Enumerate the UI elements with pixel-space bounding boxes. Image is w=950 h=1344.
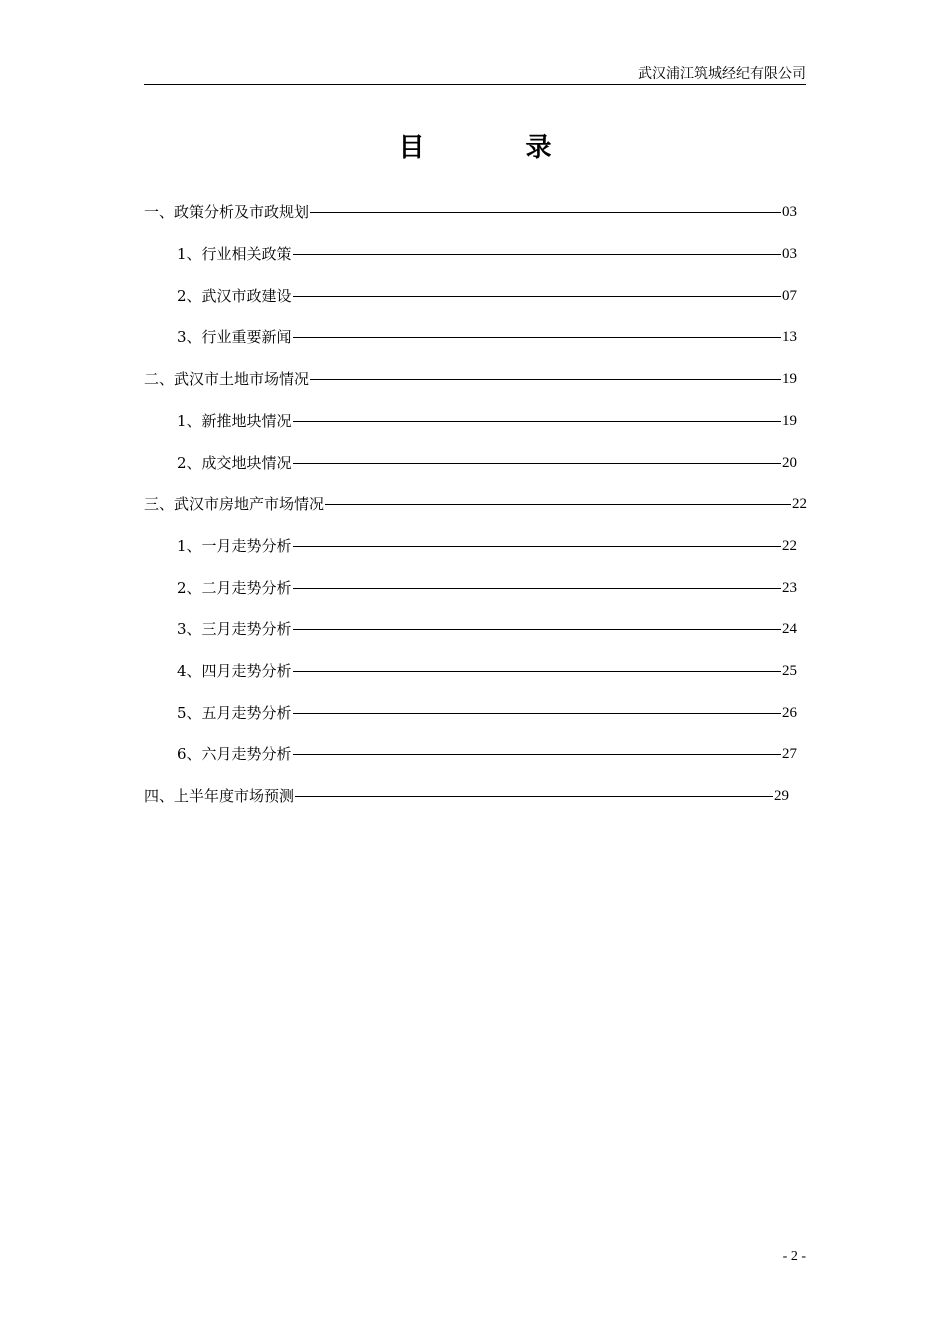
toc-leader-line — [295, 796, 773, 797]
header-company-name: 武汉浦江筑城经纪有限公司 — [638, 66, 806, 82]
toc-entry-page: 22 — [782, 538, 797, 554]
toc-entry-3-4[interactable] — [177, 661, 797, 681]
toc-entry-label: 2、成交地块情况 — [177, 454, 292, 472]
toc-entry-page: 07 — [782, 288, 797, 304]
toc-entry-page: 25 — [782, 663, 797, 679]
toc-entry-label: 3、行业重要新闻 — [177, 328, 292, 346]
toc-entry-page: 24 — [782, 621, 797, 637]
toc-entry-label: 4、四月走势分析 — [177, 662, 292, 680]
toc-entry-label: 3、三月走势分析 — [177, 620, 292, 638]
toc-entry-label: 一、政策分析及市政规划 — [144, 203, 310, 221]
toc-leader-line — [310, 212, 781, 213]
toc-entry-label: 2、武汉市政建设 — [177, 287, 292, 305]
toc-entry-page: 19 — [782, 371, 797, 387]
toc-entry-3-2[interactable] — [177, 578, 797, 598]
toc-title: 目 录 — [398, 133, 598, 163]
toc-entry-label: 2、二月走势分析 — [177, 579, 292, 597]
toc-entry-label: 四、上半年度市场预测 — [144, 787, 295, 805]
toc-entry-2-2[interactable] — [177, 453, 797, 473]
toc-entry-label: 1、行业相关政策 — [177, 245, 292, 263]
toc-entry-label: 5、五月走势分析 — [177, 704, 292, 722]
toc-entry-label: 6、六月走势分析 — [177, 745, 292, 763]
page-number: - 2 - — [782, 1249, 806, 1264]
toc-entry-1-3[interactable] — [177, 327, 797, 347]
toc-entry-3-3[interactable] — [177, 619, 797, 639]
toc-leader-line — [293, 671, 781, 672]
toc-entry-section-3[interactable] — [144, 494, 807, 514]
toc-entry-page: 29 — [774, 788, 789, 804]
toc-entry-section-4[interactable] — [144, 786, 789, 806]
toc-entry-label: 1、新推地块情况 — [177, 412, 292, 430]
toc-entry-label: 1、一月走势分析 — [177, 537, 292, 555]
toc-leader-line — [293, 463, 781, 464]
toc-leader-line — [293, 254, 781, 255]
toc-leader-line — [293, 713, 781, 714]
toc-entry-section-2[interactable] — [144, 369, 797, 389]
toc-entry-page: 13 — [782, 329, 797, 345]
toc-entry-page: 23 — [782, 580, 797, 596]
toc-entry-page: 22 — [792, 496, 807, 512]
toc-leader-line — [293, 754, 781, 755]
toc-entry-section-1[interactable] — [144, 202, 797, 222]
toc-entry-3-1[interactable] — [177, 536, 797, 556]
toc-entry-label: 三、武汉市房地产市场情况 — [144, 495, 325, 513]
toc-entry-2-1[interactable] — [177, 411, 797, 431]
toc-leader-line — [293, 296, 781, 297]
toc-entry-page: 27 — [782, 746, 797, 762]
toc-entry-page: 19 — [782, 413, 797, 429]
toc-entry-3-6[interactable] — [177, 744, 797, 764]
toc-leader-line — [325, 504, 791, 505]
toc-entry-page: 20 — [782, 455, 797, 471]
toc-leader-line — [293, 337, 781, 338]
toc-entry-1-2[interactable] — [177, 286, 797, 306]
toc-entry-3-5[interactable] — [177, 703, 797, 723]
toc-entry-page: 03 — [782, 204, 797, 220]
toc-entry-page: 26 — [782, 705, 797, 721]
toc-leader-line — [310, 379, 781, 380]
toc-entry-label: 二、武汉市土地市场情况 — [144, 370, 310, 388]
toc-leader-line — [293, 421, 781, 422]
toc-leader-line — [293, 588, 781, 589]
toc-leader-line — [293, 629, 781, 630]
toc-entry-1-1[interactable] — [177, 244, 797, 264]
toc-leader-line — [293, 546, 781, 547]
toc-entry-page: 03 — [782, 246, 797, 262]
